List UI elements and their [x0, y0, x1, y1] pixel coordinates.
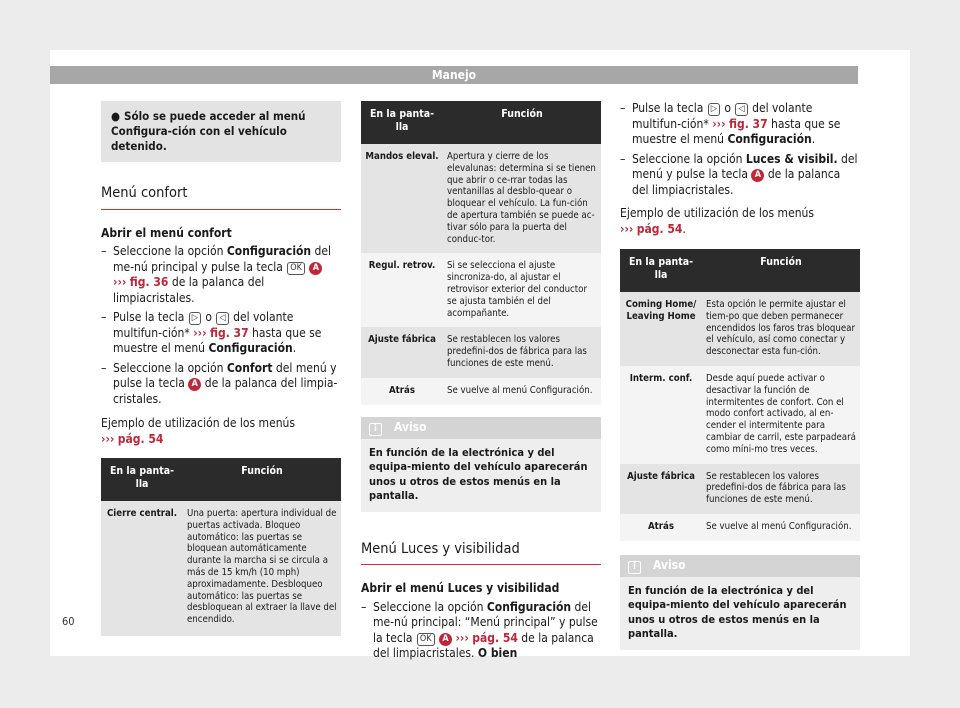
arrows-icon: ››› — [193, 325, 207, 340]
table-header-function: Función — [443, 101, 601, 144]
arrows-icon: ››› — [101, 431, 115, 446]
pag-54-link[interactable]: pág. 54 — [117, 431, 164, 446]
example-ref: Ejemplo de utilización de los menús ››› pág. 54. — [620, 206, 815, 236]
fig-36-link[interactable]: fig. 36 — [129, 275, 169, 289]
table-row: Ajuste fábrica Se restablecen los valores predefini-dos de fábrica para las funciones de este menú. — [361, 327, 601, 377]
aviso-label: Aviso — [653, 557, 686, 572]
circle-a-icon: A — [309, 262, 322, 275]
circle-a-icon: A — [751, 169, 764, 182]
step-1: – Pulse la tecla ▷ o ◁ del volante multifun-ción* ››› fig. 37 hasta que se muestre el menú Configuración. — [620, 101, 841, 146]
aviso-box — [361, 417, 601, 512]
fig-37-link[interactable]: fig. 37 — [728, 116, 768, 131]
step-3: – Seleccione la opción Confort del menú y pulse la tecla A de la palanca del limpia-cristales. — [101, 360, 338, 406]
ok-key-icon: OK — [287, 262, 305, 275]
table-row: Cierre central. Una puerta: apertura individual de puertas activada. Bloqueo automático: las puertas se bloquean automáticamente durante la marcha si se circula a más de 15 km/h (10 mph) aproximadamente. Desbloqueo automático: las puertas se desbloquean al extraer la llave del encendido. — [101, 501, 341, 636]
left-key-icon: ◁ — [216, 312, 228, 325]
note-text: Sólo se puede acceder al menú Configura-ción con el vehículo detenido. — [111, 109, 306, 153]
bullet-icon: ● — [111, 109, 121, 123]
arrows-icon: ››› — [620, 221, 634, 236]
column-left — [101, 101, 341, 636]
circle-a-icon: A — [188, 378, 201, 391]
arrows-icon: ››› — [455, 630, 469, 645]
column-right — [620, 101, 860, 650]
right-key-icon: ▷ — [708, 103, 720, 116]
column-middle — [361, 101, 601, 662]
table-header-function: Función — [183, 458, 341, 501]
example-ref: Ejemplo de utilización de los menús ››› pág. 54 — [101, 416, 296, 446]
info-icon: i — [369, 423, 382, 436]
arrows-icon: ››› — [113, 275, 127, 289]
section-title: Menú Luces y visibilidad — [361, 542, 601, 566]
step-1: – Seleccione la opción Configuración del me-nú principal y pulse la tecla OK A ››› fig. 36 de la palanca del limpiacristales. — [101, 244, 332, 305]
section-title: Menú confort — [101, 186, 341, 210]
pag-54-link[interactable]: pág. 54 — [472, 630, 518, 645]
table-row: Coming Home/ Leaving Home Esta opción le permite ajustar el tiem-po que deben permanecer encendidos los faros tras bloquear el vehículo, así como conectar y desconectar esta fun-ción. — [620, 292, 860, 366]
subheading: Abrir el menú confort — [101, 225, 232, 240]
arrows-icon: ››› — [712, 116, 726, 131]
table-header-screen: En la panta-lla — [620, 249, 702, 292]
circle-a-icon: A — [439, 633, 452, 646]
step-2: – Pulse la tecla ▷ o ◁ del volante multifun-ción* ››› fig. 37 hasta que se muestre el menú Configuración. — [101, 310, 322, 355]
table-row: Ajuste fábrica Se restablecen los valores predefini-dos de fábrica para las funciones de este menú. — [620, 464, 860, 514]
table-header-function: Función — [702, 249, 860, 292]
aviso-label: Aviso — [394, 419, 427, 434]
subheading: Abrir el menú Luces y visibilidad — [361, 581, 560, 596]
aviso-box — [620, 555, 860, 650]
table-row: Mandos eleval. Apertura y cierre de los elevalunas: determina si se tienen que abrir o ce-rrar todas las ventanillas al desblo-quear o bloquear el vehículo. La fun-ción de apertura también se puede ac-tivar sólo para la puerta del conduc-tor. — [361, 144, 601, 253]
table-row: Atrás Se vuelve al menú Configuración. — [620, 514, 860, 541]
right-key-icon: ▷ — [189, 312, 201, 325]
comfort-table-continued — [361, 101, 601, 405]
table-header-screen: En la panta-lla — [101, 458, 183, 501]
section-header — [361, 542, 601, 566]
table-row: Regul. retrov. Si se selecciona el ajuste sincroniza-do, al ajustar el retrovisor exterior del conductor se ajusta también el del acompañante. — [361, 253, 601, 327]
table-row: Interm. conf. Desde aquí puede activar o desactivar la función de intermitentes de confort. Con el modo confort activado, al en-cender el intermitente para cambiar de carril, este parpadeará como míni-mo tres veces. — [620, 366, 860, 464]
aviso-text: En función de la electrónica y del equipa-miento del vehículo aparecerán unos u otros de estos menús en la pantalla. — [620, 577, 860, 650]
ok-key-icon: OK — [417, 633, 435, 646]
page-header: Manejo — [50, 66, 858, 84]
left-key-icon: ◁ — [735, 103, 747, 116]
info-icon: i — [628, 561, 641, 574]
step-1: – Seleccione la opción Configuración del me-nú principal: “Menú principal” y pulse la tecla OK A ››› pág. 54 de la palanca del limpiacristales. O bien — [361, 599, 598, 661]
page-number: 60 — [62, 615, 75, 628]
lights-table — [620, 249, 860, 541]
fig-37-link[interactable]: fig. 37 — [209, 325, 249, 340]
aviso-text: En función de la electrónica y del equipa-miento del vehículo aparecerán unos u otros de estos menús en la pantalla. — [361, 439, 601, 512]
note-box — [101, 101, 341, 162]
section-header — [101, 186, 341, 210]
pag-54-link[interactable]: pág. 54 — [636, 221, 683, 236]
step-2: – Seleccione la opción Luces & visibil. del menú y pulse la tecla A de la palanca del limpiacristales. — [620, 151, 858, 197]
table-header-screen: En la panta-lla — [361, 101, 443, 144]
table-row: Atrás Se vuelve al menú Configuración. — [361, 378, 601, 405]
comfort-table — [101, 458, 341, 636]
